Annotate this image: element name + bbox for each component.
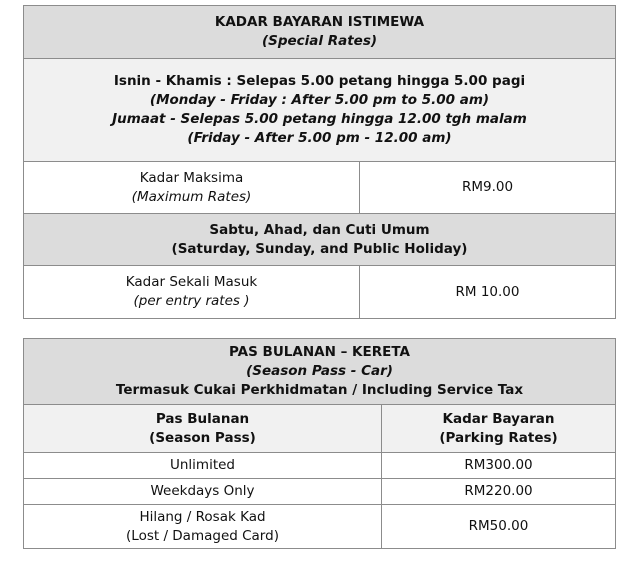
pass-type: Hilang / Rosak Kad [139, 508, 266, 525]
season-pass-col-label: Pas Bulanan [155, 410, 250, 427]
parking-rate-col-label: Kadar Bayaran [442, 410, 555, 427]
friday-hours-en: (Friday - After 5.00 pm - 12.00 am) [187, 130, 452, 146]
max-rate-label: Kadar Maksima [139, 169, 244, 186]
season-pass-col-label-en: (Season Pass) [149, 429, 256, 446]
weekday-hours-en: (Monday - Friday : After 5.00 pm to 5.00 am) [149, 92, 490, 108]
entry-rate-label: Kadar Sekali Masuk [125, 274, 258, 290]
season-pass-title: PAS BULANAN – KERETA [229, 344, 410, 360]
service-tax-note: Termasuk Cukai Perkhidmatan / Including Service Tax [115, 382, 524, 398]
pass-type-cell [24, 505, 382, 549]
parking-rate-col-label-en: (Parking Rates) [439, 429, 558, 446]
max-rate-label-en: (Maximum Rates) [131, 188, 252, 205]
season-pass-column-header [24, 405, 382, 453]
table-row [24, 479, 616, 505]
entry-rate-value: RM 10.00 [360, 266, 616, 319]
max-rate-label-cell [24, 162, 360, 214]
season-pass-header [24, 339, 616, 405]
entry-rate-label-cell [24, 266, 360, 319]
pass-type: Weekdays Only [24, 479, 382, 505]
weekend-title: Sabtu, Ahad, dan Cuti Umum [209, 221, 430, 238]
table-row [24, 453, 616, 479]
special-rates-table [23, 5, 616, 319]
pass-rate: RM220.00 [382, 479, 616, 505]
weekend-title-en: (Saturday, Sunday, and Public Holiday) [171, 240, 468, 257]
table-row [24, 505, 616, 549]
special-rates-title: KADAR BAYARAN ISTIMEWA [214, 14, 425, 30]
season-pass-table [23, 338, 616, 549]
pass-type: Unlimited [24, 453, 382, 479]
pass-rate: RM50.00 [382, 505, 616, 549]
weekend-header [24, 214, 616, 266]
weekday-hours-ms: Isnin - Khamis : Selepas 5.00 petang hingga 5.00 pagi [113, 73, 526, 89]
entry-rate-label-en: (per entry rates ) [133, 293, 250, 309]
season-pass-title-en: (Season Pass - Car) [246, 363, 393, 379]
special-rates-header [24, 6, 616, 59]
pass-rate: RM300.00 [382, 453, 616, 479]
parking-rate-column-header [382, 405, 616, 453]
weekday-hours-cell [24, 59, 616, 162]
special-rates-title-en: (Special Rates) [261, 33, 378, 49]
max-rate-value: RM9.00 [360, 162, 616, 214]
pass-type-en: (Lost / Damaged Card) [126, 527, 279, 544]
friday-hours-ms: Jumaat - Selepas 5.00 petang hingga 12.00 tgh malam [112, 111, 527, 127]
